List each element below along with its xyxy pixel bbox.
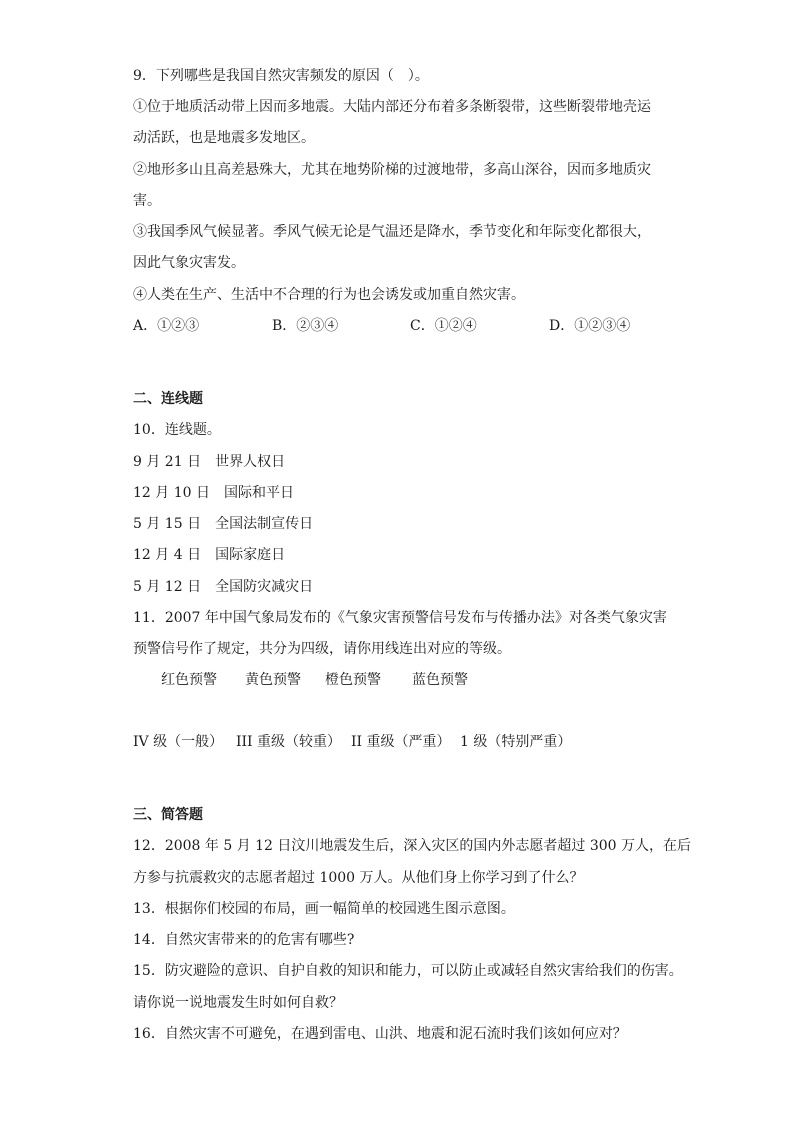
q9-option-b[interactable]: B．②③④ — [272, 318, 339, 334]
q11-warning-blue: 蓝色预警 — [412, 672, 468, 688]
q11-warning-red: 红色预警 — [161, 672, 217, 688]
q9-item-4: ④人类在生产、生活中不合理的行为也会诱发或加重自然灾害。 — [133, 287, 525, 303]
q10-row: 12 月 4 日 国际家庭日 — [133, 547, 286, 563]
q9-option-a[interactable]: A．①②③ — [133, 318, 200, 334]
section-2-heading: 二、连线题 — [133, 391, 203, 407]
q11-warning-yellow: 黄色预警 — [245, 672, 301, 688]
q15-line1: 15．防灾避险的意识、自护自救的知识和能力，可以防止或减轻自然灾害给我们的伤害。 — [133, 963, 683, 979]
q9-stem: 9．下列哪些是我国自然灾害频发的原因（ ）。 — [133, 68, 429, 84]
q12-line1: 12．2008 年 5 月 12 日汶川地震发生后，深入灾区的国内外志愿者超过 300 万人，在后 — [133, 838, 692, 854]
q16: 16．自然灾害不可避免，在遇到雷电、山洪、地震和泥石流时我们该如何应对？ — [133, 1026, 627, 1042]
q10-stem: 10．连线题。 — [133, 422, 221, 438]
q9-item-3a: ③我国季风气候显著。季风气候无论是气温还是降水，季节变化和年际变化都很大， — [133, 224, 651, 240]
q9-option-d[interactable]: D．①②③④ — [549, 318, 631, 334]
q14: 14．自然灾害带来的的危害有哪些? — [133, 932, 355, 948]
q9-item-3b: 因此气象灾害发。 — [133, 255, 245, 271]
q9-item-1b: 动活跃，也是地震多发地区。 — [133, 130, 315, 146]
q10-row: 12 月 10 日 国际和平日 — [133, 485, 294, 501]
q13: 13．根据你们校园的布局，画一幅简单的校园逃生图示意图。 — [133, 901, 515, 917]
q11-warning-orange: 橙色预警 — [325, 672, 381, 688]
q9-item-1a: ①位于地质活动带上因而多地震。大陆内部还分布着多条断裂带，这些断裂带地壳运 — [133, 99, 651, 115]
q10-row: 9 月 21 日 世界人权日 — [133, 454, 286, 470]
q11-level-1: 1 级（特别严重） — [460, 734, 572, 750]
q10-row: 5 月 12 日 全国防灾减灾日 — [133, 579, 314, 595]
section-3-heading: 三、简答题 — [133, 807, 203, 823]
q11-level-2: II 重级（严重） — [351, 734, 451, 750]
q11-stem-line2: 预警信号作了规定，共分为四级，请你用线连出对应的等级。 — [133, 641, 511, 657]
q12-line2: 方参与抗震救灾的志愿者超过 1000 万人。从他们身上你学习到了什么？ — [133, 870, 584, 886]
q9-item-2a: ②地形多山且高差悬殊大，尤其在地势阶梯的过渡地带，多高山深谷，因而多地质灾 — [133, 162, 651, 178]
q9-option-c[interactable]: C．①②④ — [410, 318, 477, 334]
q11-stem-line1: 11．2007 年中国气象局发布的《气象灾害预警信号发布与传播办法》对各类气象灾害 — [133, 610, 667, 626]
q15-line2: 请你说一说地震发生时如何自救？ — [133, 995, 343, 1011]
q11-level-3: III 重级（较重） — [236, 734, 342, 750]
q9-item-2b: 害。 — [133, 193, 161, 209]
q11-level-4: IV 级（一般） — [133, 734, 224, 750]
q10-row: 5 月 15 日 全国法制宣传日 — [133, 516, 314, 532]
